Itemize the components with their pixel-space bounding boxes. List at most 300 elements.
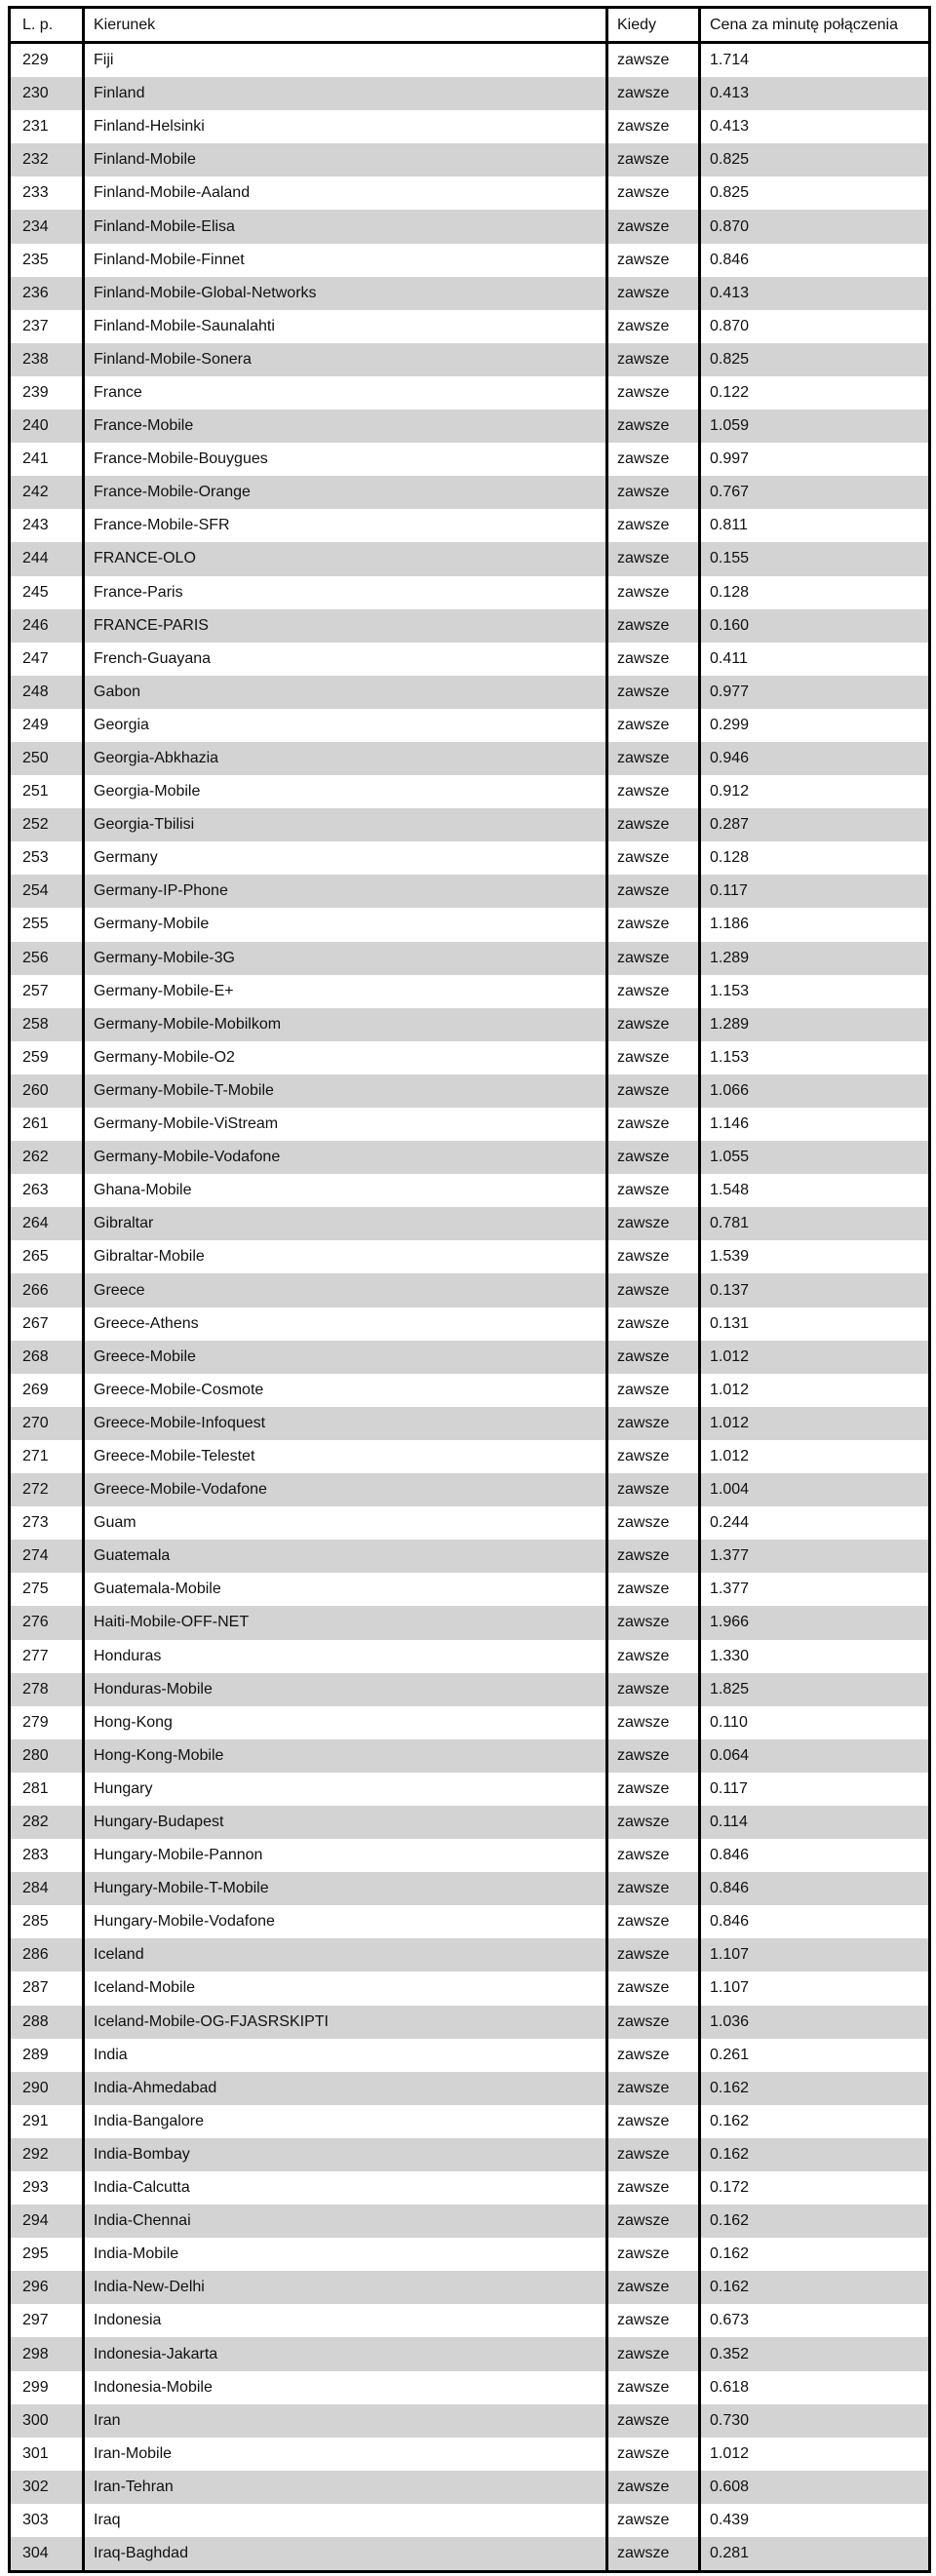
table-row bbox=[10, 1806, 930, 1839]
table-row bbox=[10, 176, 930, 210]
table-row bbox=[10, 1473, 930, 1506]
table-row bbox=[10, 2404, 930, 2438]
cell-lp: 231 bbox=[10, 110, 84, 143]
cell-lp: 238 bbox=[10, 343, 84, 376]
cell-cena: 0.413 bbox=[700, 110, 930, 143]
cell-kierunek: Iceland-Mobile bbox=[84, 1971, 607, 2005]
cell-cena: 1.055 bbox=[700, 1141, 930, 1174]
cell-lp: 289 bbox=[10, 2039, 84, 2072]
table-row bbox=[10, 1141, 930, 1174]
cell-cena: 1.012 bbox=[700, 1374, 930, 1407]
cell-kierunek: Hungary bbox=[84, 1773, 607, 1806]
cell-cena: 0.846 bbox=[700, 1839, 930, 1872]
cell-cena: 0.162 bbox=[700, 2271, 930, 2304]
cell-kierunek: Germany-Mobile-E+ bbox=[84, 975, 607, 1008]
cell-kiedy: zawsze bbox=[607, 775, 700, 808]
cell-kiedy: zawsze bbox=[607, 1540, 700, 1573]
cell-kiedy: zawsze bbox=[607, 1640, 700, 1673]
cell-kiedy: zawsze bbox=[607, 2371, 700, 2404]
cell-kierunek: Germany-Mobile-Mobilkom bbox=[84, 1008, 607, 1041]
table-row bbox=[10, 676, 930, 709]
cell-lp: 239 bbox=[10, 376, 84, 410]
cell-lp: 249 bbox=[10, 709, 84, 742]
cell-cena: 1.146 bbox=[700, 1108, 930, 1141]
cell-lp: 260 bbox=[10, 1074, 84, 1108]
cell-cena: 1.153 bbox=[700, 1041, 930, 1074]
cell-kierunek: Gibraltar-Mobile bbox=[84, 1240, 607, 1273]
table-row bbox=[10, 244, 930, 277]
cell-kierunek: Greece-Mobile-Infoquest bbox=[84, 1407, 607, 1440]
cell-kierunek: Indonesia-Mobile bbox=[84, 2371, 607, 2404]
cell-kierunek: FRANCE-PARIS bbox=[84, 609, 607, 643]
cell-cena: 1.012 bbox=[700, 1407, 930, 1440]
cell-lp: 298 bbox=[10, 2337, 84, 2370]
cell-kierunek: Georgia bbox=[84, 709, 607, 742]
cell-lp: 232 bbox=[10, 143, 84, 176]
cell-kiedy: zawsze bbox=[607, 1706, 700, 1739]
cell-lp: 279 bbox=[10, 1706, 84, 1739]
cell-lp: 274 bbox=[10, 1540, 84, 1573]
cell-kierunek: Fiji bbox=[84, 43, 607, 78]
cell-kierunek: Greece-Mobile bbox=[84, 1341, 607, 1374]
cell-kierunek: Iraq bbox=[84, 2504, 607, 2537]
cell-cena: 0.946 bbox=[700, 742, 930, 775]
cell-kierunek: Georgia-Abkhazia bbox=[84, 742, 607, 775]
cell-kiedy: zawsze bbox=[607, 244, 700, 277]
header-cena: Cena za minutę połączenia bbox=[700, 8, 930, 43]
cell-lp: 300 bbox=[10, 2404, 84, 2438]
cell-cena: 0.064 bbox=[700, 1739, 930, 1773]
cell-cena: 1.548 bbox=[700, 1174, 930, 1207]
cell-cena: 1.059 bbox=[700, 410, 930, 443]
cell-kierunek: Germany-Mobile bbox=[84, 908, 607, 941]
cell-cena: 1.012 bbox=[700, 1440, 930, 1473]
cell-kiedy: zawsze bbox=[607, 2537, 700, 2572]
cell-lp: 304 bbox=[10, 2537, 84, 2572]
cell-cena: 0.413 bbox=[700, 277, 930, 310]
cell-cena: 0.128 bbox=[700, 841, 930, 875]
cell-kiedy: zawsze bbox=[607, 77, 700, 110]
cell-kiedy: zawsze bbox=[607, 476, 700, 509]
cell-kierunek: India-Bangalore bbox=[84, 2105, 607, 2138]
cell-kiedy: zawsze bbox=[607, 1938, 700, 1971]
cell-kierunek: Greece bbox=[84, 1273, 607, 1307]
table-row bbox=[10, 2039, 930, 2072]
cell-kierunek: India-Mobile bbox=[84, 2238, 607, 2271]
table-row bbox=[10, 2504, 930, 2537]
cell-kierunek: Germany bbox=[84, 841, 607, 875]
cell-lp: 253 bbox=[10, 841, 84, 875]
cell-lp: 243 bbox=[10, 509, 84, 542]
cell-lp: 256 bbox=[10, 942, 84, 975]
table-row bbox=[10, 1839, 930, 1872]
cell-kierunek: Finland-Helsinki bbox=[84, 110, 607, 143]
cell-lp: 281 bbox=[10, 1773, 84, 1806]
cell-cena: 0.162 bbox=[700, 2105, 930, 2138]
cell-kiedy: zawsze bbox=[607, 1207, 700, 1240]
table-row bbox=[10, 942, 930, 975]
cell-cena: 1.539 bbox=[700, 1240, 930, 1273]
table-row bbox=[10, 1308, 930, 1341]
cell-kierunek: Guatemala-Mobile bbox=[84, 1573, 607, 1606]
cell-lp: 258 bbox=[10, 1008, 84, 1041]
cell-kierunek: Honduras-Mobile bbox=[84, 1673, 607, 1706]
table-row bbox=[10, 509, 930, 542]
cell-kiedy: zawsze bbox=[607, 742, 700, 775]
cell-kiedy: zawsze bbox=[607, 2438, 700, 2471]
table-row bbox=[10, 875, 930, 908]
table-row bbox=[10, 841, 930, 875]
cell-kierunek: Hungary-Mobile-T-Mobile bbox=[84, 1872, 607, 1905]
cell-cena: 0.846 bbox=[700, 1905, 930, 1938]
cell-cena: 0.608 bbox=[700, 2471, 930, 2504]
cell-cena: 1.066 bbox=[700, 1074, 930, 1108]
cell-cena: 0.110 bbox=[700, 1706, 930, 1739]
cell-lp: 288 bbox=[10, 2006, 84, 2039]
cell-kiedy: zawsze bbox=[607, 1673, 700, 1706]
cell-cena: 1.186 bbox=[700, 908, 930, 941]
cell-lp: 266 bbox=[10, 1273, 84, 1307]
cell-lp: 268 bbox=[10, 1341, 84, 1374]
table-row bbox=[10, 1041, 930, 1074]
table-row bbox=[10, 77, 930, 110]
cell-cena: 0.997 bbox=[700, 443, 930, 476]
cell-lp: 294 bbox=[10, 2205, 84, 2238]
cell-cena: 1.012 bbox=[700, 1341, 930, 1374]
cell-kiedy: zawsze bbox=[607, 2006, 700, 2039]
cell-kierunek: France bbox=[84, 376, 607, 410]
cell-cena: 0.846 bbox=[700, 244, 930, 277]
cell-cena: 0.117 bbox=[700, 1773, 930, 1806]
cell-lp: 255 bbox=[10, 908, 84, 941]
cell-kiedy: zawsze bbox=[607, 1308, 700, 1341]
table-row bbox=[10, 1174, 930, 1207]
cell-kierunek: Germany-Mobile-O2 bbox=[84, 1041, 607, 1074]
cell-kiedy: zawsze bbox=[607, 2072, 700, 2105]
cell-kierunek: Germany-Mobile-ViStream bbox=[84, 1108, 607, 1141]
cell-lp: 251 bbox=[10, 775, 84, 808]
cell-lp: 264 bbox=[10, 1207, 84, 1240]
cell-kierunek: Ghana-Mobile bbox=[84, 1174, 607, 1207]
table-row bbox=[10, 2138, 930, 2171]
table-row bbox=[10, 1971, 930, 2005]
cell-kierunek: Iraq-Baghdad bbox=[84, 2537, 607, 2572]
table-row bbox=[10, 742, 930, 775]
table-row bbox=[10, 2238, 930, 2271]
table-row bbox=[10, 2006, 930, 2039]
cell-cena: 1.289 bbox=[700, 1008, 930, 1041]
cell-kiedy: zawsze bbox=[607, 841, 700, 875]
cell-lp: 265 bbox=[10, 1240, 84, 1273]
cell-cena: 0.977 bbox=[700, 676, 930, 709]
cell-kiedy: zawsze bbox=[607, 1773, 700, 1806]
cell-cena: 0.117 bbox=[700, 875, 930, 908]
cell-kierunek: France-Mobile bbox=[84, 410, 607, 443]
table-row bbox=[10, 2438, 930, 2471]
cell-kiedy: zawsze bbox=[607, 443, 700, 476]
cell-cena: 0.160 bbox=[700, 609, 930, 643]
cell-cena: 1.377 bbox=[700, 1573, 930, 1606]
cell-cena: 0.299 bbox=[700, 709, 930, 742]
table-row bbox=[10, 1905, 930, 1938]
cell-cena: 1.107 bbox=[700, 1938, 930, 1971]
cell-kiedy: zawsze bbox=[607, 2138, 700, 2171]
cell-kiedy: zawsze bbox=[607, 2504, 700, 2537]
cell-kierunek: Guatemala bbox=[84, 1540, 607, 1573]
cell-cena: 0.128 bbox=[700, 576, 930, 609]
cell-kierunek: Indonesia-Jakarta bbox=[84, 2337, 607, 2370]
cell-lp: 277 bbox=[10, 1640, 84, 1673]
table-row bbox=[10, 2105, 930, 2138]
cell-kiedy: zawsze bbox=[607, 2105, 700, 2138]
header-lp: L. p. bbox=[10, 8, 84, 43]
table-row bbox=[10, 808, 930, 841]
cell-kiedy: zawsze bbox=[607, 2304, 700, 2337]
cell-kierunek: Finland-Mobile-Saunalahti bbox=[84, 310, 607, 343]
table-row bbox=[10, 376, 930, 410]
table-row bbox=[10, 1773, 930, 1806]
cell-kiedy: zawsze bbox=[607, 1573, 700, 1606]
cell-cena: 0.162 bbox=[700, 2238, 930, 2271]
cell-kiedy: zawsze bbox=[607, 643, 700, 676]
cell-lp: 280 bbox=[10, 1739, 84, 1773]
table-row bbox=[10, 609, 930, 643]
cell-lp: 296 bbox=[10, 2271, 84, 2304]
table-row bbox=[10, 2072, 930, 2105]
cell-cena: 0.162 bbox=[700, 2205, 930, 2238]
table-row bbox=[10, 2271, 930, 2304]
cell-cena: 1.012 bbox=[700, 2438, 930, 2471]
cell-kiedy: zawsze bbox=[607, 1806, 700, 1839]
cell-kierunek: Hong-Kong bbox=[84, 1706, 607, 1739]
cell-kiedy: zawsze bbox=[607, 1273, 700, 1307]
table-row bbox=[10, 310, 930, 343]
cell-cena: 0.281 bbox=[700, 2537, 930, 2572]
cell-cena: 0.673 bbox=[700, 2304, 930, 2337]
cell-cena: 0.846 bbox=[700, 1872, 930, 1905]
cell-kierunek: India-Chennai bbox=[84, 2205, 607, 2238]
table-row bbox=[10, 1606, 930, 1639]
table-row bbox=[10, 476, 930, 509]
cell-kiedy: zawsze bbox=[607, 410, 700, 443]
table-row bbox=[10, 1341, 930, 1374]
table-row bbox=[10, 576, 930, 609]
cell-lp: 240 bbox=[10, 410, 84, 443]
cell-cena: 0.870 bbox=[700, 310, 930, 343]
cell-cena: 0.413 bbox=[700, 77, 930, 110]
cell-kierunek: India-New-Delhi bbox=[84, 2271, 607, 2304]
cell-kiedy: zawsze bbox=[607, 975, 700, 1008]
cell-cena: 0.114 bbox=[700, 1806, 930, 1839]
cell-cena: 1.966 bbox=[700, 1606, 930, 1639]
cell-kiedy: zawsze bbox=[607, 1341, 700, 1374]
cell-cena: 0.352 bbox=[700, 2337, 930, 2370]
cell-lp: 275 bbox=[10, 1573, 84, 1606]
table-row bbox=[10, 1440, 930, 1473]
cell-cena: 0.825 bbox=[700, 176, 930, 210]
cell-kierunek: Greece-Athens bbox=[84, 1308, 607, 1341]
cell-lp: 233 bbox=[10, 176, 84, 210]
cell-cena: 1.289 bbox=[700, 942, 930, 975]
cell-kiedy: zawsze bbox=[607, 1739, 700, 1773]
table-row bbox=[10, 1506, 930, 1540]
cell-kiedy: zawsze bbox=[607, 2039, 700, 2072]
table-row bbox=[10, 443, 930, 476]
cell-kiedy: zawsze bbox=[607, 1473, 700, 1506]
cell-kiedy: zawsze bbox=[607, 2171, 700, 2205]
cell-lp: 248 bbox=[10, 676, 84, 709]
cell-cena: 0.137 bbox=[700, 1273, 930, 1307]
table-row bbox=[10, 1573, 930, 1606]
cell-kierunek: Greece-Mobile-Vodafone bbox=[84, 1473, 607, 1506]
cell-kierunek: Gabon bbox=[84, 676, 607, 709]
table-row bbox=[10, 143, 930, 176]
table-row bbox=[10, 410, 930, 443]
cell-cena: 1.004 bbox=[700, 1473, 930, 1506]
cell-kiedy: zawsze bbox=[607, 2238, 700, 2271]
cell-kiedy: zawsze bbox=[607, 1174, 700, 1207]
table-row bbox=[10, 1938, 930, 1971]
cell-cena: 0.411 bbox=[700, 643, 930, 676]
cell-kiedy: zawsze bbox=[607, 808, 700, 841]
cell-lp: 257 bbox=[10, 975, 84, 1008]
cell-kierunek: France-Mobile-Orange bbox=[84, 476, 607, 509]
cell-lp: 270 bbox=[10, 1407, 84, 1440]
cell-cena: 0.172 bbox=[700, 2171, 930, 2205]
cell-lp: 261 bbox=[10, 1108, 84, 1141]
cell-kierunek: Honduras bbox=[84, 1640, 607, 1673]
table-row bbox=[10, 2537, 930, 2572]
cell-kiedy: zawsze bbox=[607, 942, 700, 975]
cell-kiedy: zawsze bbox=[607, 2471, 700, 2504]
cell-kierunek: Germany-Mobile-3G bbox=[84, 942, 607, 975]
table-row bbox=[10, 975, 930, 1008]
cell-lp: 284 bbox=[10, 1872, 84, 1905]
cell-kiedy: zawsze bbox=[607, 310, 700, 343]
cell-lp: 295 bbox=[10, 2238, 84, 2271]
cell-kiedy: zawsze bbox=[607, 176, 700, 210]
cell-kierunek: Greece-Mobile-Telestet bbox=[84, 1440, 607, 1473]
cell-kiedy: zawsze bbox=[607, 542, 700, 575]
cell-cena: 0.811 bbox=[700, 509, 930, 542]
cell-lp: 247 bbox=[10, 643, 84, 676]
cell-cena: 1.377 bbox=[700, 1540, 930, 1573]
cell-kiedy: zawsze bbox=[607, 1905, 700, 1938]
header-kierunek: Kierunek bbox=[84, 8, 607, 43]
cell-lp: 282 bbox=[10, 1806, 84, 1839]
cell-lp: 244 bbox=[10, 542, 84, 575]
cell-cena: 0.131 bbox=[700, 1308, 930, 1341]
cell-lp: 230 bbox=[10, 77, 84, 110]
cell-lp: 242 bbox=[10, 476, 84, 509]
cell-kierunek: Iran bbox=[84, 2404, 607, 2438]
cell-kierunek: Hungary-Mobile-Vodafone bbox=[84, 1905, 607, 1938]
table-row bbox=[10, 1207, 930, 1240]
cell-kierunek: Hungary-Mobile-Pannon bbox=[84, 1839, 607, 1872]
cell-lp: 286 bbox=[10, 1938, 84, 1971]
cell-cena: 0.912 bbox=[700, 775, 930, 808]
cell-kiedy: zawsze bbox=[607, 2271, 700, 2304]
cell-lp: 285 bbox=[10, 1905, 84, 1938]
cell-lp: 299 bbox=[10, 2371, 84, 2404]
cell-lp: 263 bbox=[10, 1174, 84, 1207]
table-row bbox=[10, 1108, 930, 1141]
cell-lp: 271 bbox=[10, 1440, 84, 1473]
cell-kiedy: zawsze bbox=[607, 110, 700, 143]
table-row bbox=[10, 1240, 930, 1273]
cell-cena: 0.155 bbox=[700, 542, 930, 575]
table-row bbox=[10, 2471, 930, 2504]
cell-cena: 0.261 bbox=[700, 2039, 930, 2072]
cell-kiedy: zawsze bbox=[607, 509, 700, 542]
cell-kierunek: Iran-Mobile bbox=[84, 2438, 607, 2471]
table-row bbox=[10, 1374, 930, 1407]
cell-cena: 0.618 bbox=[700, 2371, 930, 2404]
cell-kiedy: zawsze bbox=[607, 908, 700, 941]
cell-kiedy: zawsze bbox=[607, 676, 700, 709]
cell-kiedy: zawsze bbox=[607, 1108, 700, 1141]
cell-kierunek: Finland-Mobile bbox=[84, 143, 607, 176]
cell-kiedy: zawsze bbox=[607, 210, 700, 243]
cell-lp: 276 bbox=[10, 1606, 84, 1639]
cell-lp: 269 bbox=[10, 1374, 84, 1407]
cell-lp: 303 bbox=[10, 2504, 84, 2537]
cell-lp: 235 bbox=[10, 244, 84, 277]
cell-cena: 1.825 bbox=[700, 1673, 930, 1706]
cell-cena: 1.153 bbox=[700, 975, 930, 1008]
cell-lp: 262 bbox=[10, 1141, 84, 1174]
cell-lp: 245 bbox=[10, 576, 84, 609]
table-row bbox=[10, 1706, 930, 1739]
cell-kiedy: zawsze bbox=[607, 1008, 700, 1041]
cell-lp: 292 bbox=[10, 2138, 84, 2171]
price-table bbox=[8, 6, 931, 2573]
cell-kiedy: zawsze bbox=[607, 1407, 700, 1440]
cell-lp: 246 bbox=[10, 609, 84, 643]
cell-cena: 0.162 bbox=[700, 2072, 930, 2105]
cell-kiedy: zawsze bbox=[607, 277, 700, 310]
cell-kierunek: Germany-Mobile-T-Mobile bbox=[84, 1074, 607, 1108]
cell-lp: 254 bbox=[10, 875, 84, 908]
cell-lp: 250 bbox=[10, 742, 84, 775]
table-row bbox=[10, 210, 930, 243]
cell-kierunek: Germany-IP-Phone bbox=[84, 875, 607, 908]
cell-lp: 259 bbox=[10, 1041, 84, 1074]
cell-kierunek: India-Calcutta bbox=[84, 2171, 607, 2205]
cell-kierunek: India-Ahmedabad bbox=[84, 2072, 607, 2105]
cell-kiedy: zawsze bbox=[607, 1240, 700, 1273]
cell-lp: 283 bbox=[10, 1839, 84, 1872]
table-row bbox=[10, 277, 930, 310]
table-row bbox=[10, 1640, 930, 1673]
cell-kierunek: Finland bbox=[84, 77, 607, 110]
cell-kierunek: India bbox=[84, 2039, 607, 2072]
cell-lp: 252 bbox=[10, 808, 84, 841]
table-row bbox=[10, 775, 930, 808]
cell-lp: 287 bbox=[10, 1971, 84, 2005]
cell-lp: 293 bbox=[10, 2171, 84, 2205]
cell-kiedy: zawsze bbox=[607, 1872, 700, 1905]
table-row bbox=[10, 1673, 930, 1706]
cell-kierunek: Germany-Mobile-Vodafone bbox=[84, 1141, 607, 1174]
cell-kierunek: Hungary-Budapest bbox=[84, 1806, 607, 1839]
cell-lp: 272 bbox=[10, 1473, 84, 1506]
cell-lp: 267 bbox=[10, 1308, 84, 1341]
cell-kierunek: Iceland bbox=[84, 1938, 607, 1971]
cell-kiedy: zawsze bbox=[607, 1141, 700, 1174]
cell-kierunek: Gibraltar bbox=[84, 1207, 607, 1240]
table-row bbox=[10, 2205, 930, 2238]
